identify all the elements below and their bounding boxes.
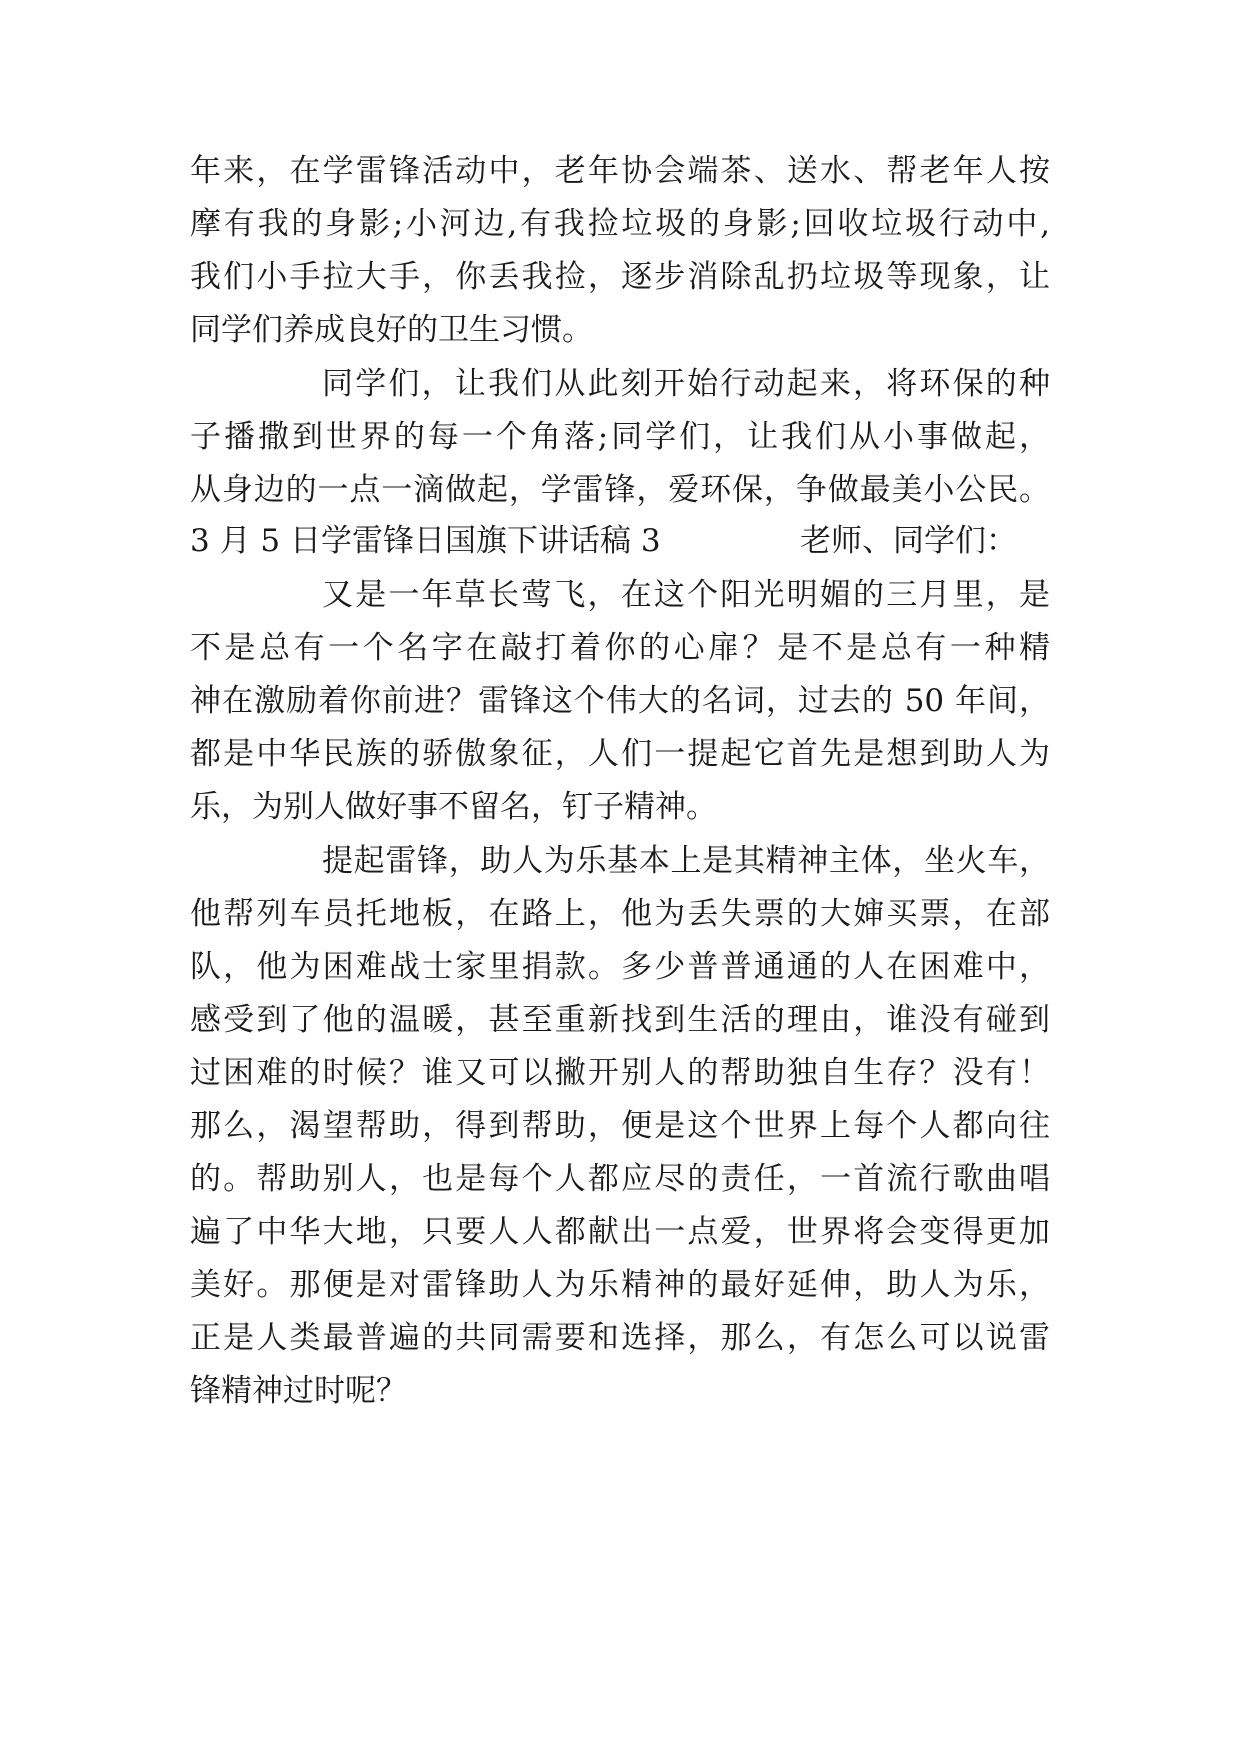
paragraph-line: 遍了中华大地，只要人人都献出一点爱，世界将会变得更加 [190, 1214, 1050, 1250]
paragraph-line: 乐，为别人做好事不留名，钉子精神。 [190, 789, 717, 825]
paragraph-line: 我们小手拉大手，你丢我捡，逐步消除乱扔垃圾等现象，让 [190, 259, 1050, 295]
paragraph-line: 锋精神过时呢？ [190, 1373, 407, 1409]
paragraph-line: 子播撒到世界的每一个角落;同学们，让我们从小事做起， [190, 419, 1050, 455]
paragraph-line: 神在激励着你前进？雷锋这个伟大的名词，过去的 50 年间， [190, 683, 1050, 719]
paragraph-line: 过困难的时候？谁又可以撇开别人的帮助独自生存？没有！ [190, 1055, 1050, 1091]
paragraph-line: 他帮列车员托地板，在路上，他为丢失票的大婶买票，在部 [190, 896, 1050, 932]
paragraph-line: 年来，在学雷锋活动中，老年协会端茶、送水、帮老年人按 [190, 153, 1050, 189]
paragraph-line: 又是一年草长莺飞，在这个阳光明媚的三月里，是 [322, 577, 1050, 613]
paragraph-line: 的。帮助别人，也是每个人都应尽的责任，一首流行歌曲唱 [190, 1161, 1050, 1197]
paragraph-line: 那么，渴望帮助，得到帮助，便是这个世界上每个人都向往 [190, 1108, 1050, 1144]
paragraph-line: 感受到了他的温暖，甚至重新找到生活的理由，谁没有碰到 [190, 1002, 1050, 1038]
paragraph-line: 从身边的一点一滴做起，学雷锋，爱环保，争做最美小公民。 [190, 472, 1050, 508]
paragraph-line: 都是中华民族的骄傲象征，人们一提起它首先是想到助人为 [190, 736, 1050, 772]
paragraph-line: 提起雷锋，助人为乐基本上是其精神主体，坐火车， [322, 843, 1050, 879]
paragraph-line: 正是人类最普遍的共同需要和选择，那么，有怎么可以说雷 [190, 1320, 1050, 1356]
salutation: 老师、同学们： [800, 523, 1017, 559]
paragraph-line: 摩有我的身影;小河边,有我捡垃圾的身影;回收垃圾行动中, [190, 206, 1050, 242]
paragraph-line: 队，他为困难战士家里捐款。多少普普通通的人在困难中， [190, 949, 1050, 985]
paragraph-line: 同学们养成良好的卫生习惯。 [190, 312, 593, 348]
paragraph-line: 不是总有一个名字在敲打着你的心扉？是不是总有一种精 [190, 630, 1050, 666]
section-title: 3 月 5 日学雷锋日国旗下讲话稿 3 [190, 523, 661, 559]
paragraph-line: 同学们，让我们从此刻开始行动起来，将环保的种 [322, 366, 1050, 402]
paragraph-line: 美好。那便是对雷锋助人为乐精神的最好延伸，助人为乐， [190, 1267, 1050, 1303]
